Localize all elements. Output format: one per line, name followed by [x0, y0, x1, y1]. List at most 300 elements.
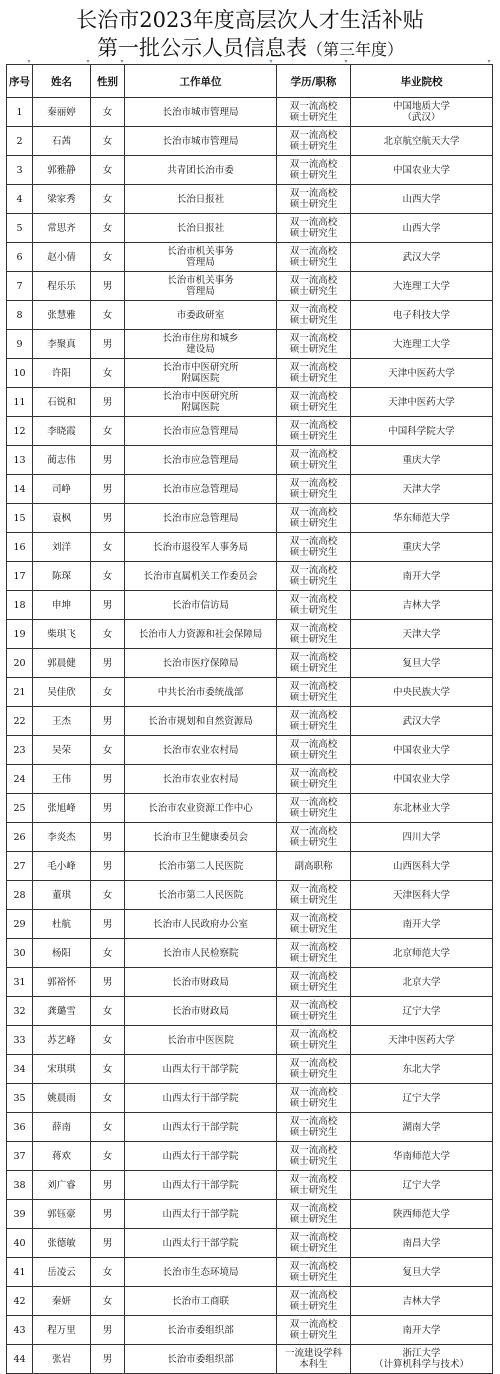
cell-unit[interactable]: [125, 475, 277, 504]
table-row: [7, 417, 493, 446]
cell-no[interactable]: 42: [7, 1287, 33, 1316]
cell-unit[interactable]: [125, 127, 277, 156]
cell-sex[interactable]: 女: [91, 736, 125, 765]
cell-unit[interactable]: [125, 649, 277, 678]
cell-school[interactable]: [351, 533, 493, 562]
cell-sex[interactable]: 女: [91, 1055, 125, 1084]
cell-school[interactable]: [351, 881, 493, 910]
cell-no[interactable]: 43: [7, 1316, 33, 1345]
cell-name[interactable]: 程乐乐: [33, 272, 91, 301]
cell-sex[interactable]: 男: [91, 1171, 125, 1200]
cell-no[interactable]: 41: [7, 1258, 33, 1287]
cell-school[interactable]: [351, 330, 493, 359]
table-row: [7, 1258, 493, 1287]
cell-name[interactable]: 袁枫: [33, 504, 91, 533]
cell-unit[interactable]: [125, 98, 277, 127]
cell-school[interactable]: [351, 649, 493, 678]
filter-dropdown-5[interactable]: ▾: [487, 58, 491, 65]
cell-education[interactable]: [277, 736, 351, 765]
cell-school[interactable]: [351, 1258, 493, 1287]
cell-school[interactable]: [351, 591, 493, 620]
cell-sex[interactable]: 男: [91, 504, 125, 533]
cell-sex[interactable]: 女: [91, 98, 125, 127]
cell-education[interactable]: [277, 968, 351, 997]
cell-education[interactable]: [277, 939, 351, 968]
cell-sex[interactable]: 男: [91, 823, 125, 852]
cell-education[interactable]: [277, 591, 351, 620]
cell-education[interactable]: [277, 388, 351, 417]
cell-education[interactable]: [277, 359, 351, 388]
cell-name[interactable]: 赵小倩: [33, 243, 91, 272]
cell-education-line: 硕士研究生: [289, 692, 338, 703]
cell-no[interactable]: 35: [7, 1084, 33, 1113]
cell-unit-line: 长治市应急管理局: [162, 425, 239, 437]
cell-school[interactable]: [351, 707, 493, 736]
cell-education[interactable]: [277, 1055, 351, 1084]
cell-unit[interactable]: [125, 678, 277, 707]
cell-name[interactable]: 王伟: [33, 765, 91, 794]
cell-education[interactable]: [277, 1229, 351, 1258]
cell-education[interactable]: [277, 562, 351, 591]
cell-education-line: 硕士研究生: [289, 808, 338, 819]
cell-school[interactable]: [351, 736, 493, 765]
cell-unit[interactable]: [125, 446, 277, 475]
cell-sex[interactable]: 男: [91, 794, 125, 823]
cell-name[interactable]: 常思齐: [33, 214, 91, 243]
cell-unit[interactable]: [125, 939, 277, 968]
cell-no[interactable]: 17: [7, 562, 33, 591]
table-row: [7, 1316, 493, 1345]
cell-sex[interactable]: 男: [91, 591, 125, 620]
cell-school-line: 湖南大学: [402, 1121, 441, 1133]
cell-school[interactable]: [351, 156, 493, 185]
cell-no[interactable]: 28: [7, 881, 33, 910]
cell-unit[interactable]: [125, 272, 277, 301]
cell-name[interactable]: 柴琪飞: [33, 620, 91, 649]
cell-unit[interactable]: [125, 1171, 277, 1200]
cell-unit[interactable]: [125, 562, 277, 591]
cell-sex[interactable]: 女: [91, 620, 125, 649]
cell-education[interactable]: [277, 98, 351, 127]
cell-education[interactable]: [277, 446, 351, 475]
cell-education[interactable]: [277, 997, 351, 1026]
cell-school[interactable]: [351, 939, 493, 968]
cell-sex[interactable]: 女: [91, 156, 125, 185]
cell-no[interactable]: 26: [7, 823, 33, 852]
cell-name[interactable]: 郭裕怀: [33, 968, 91, 997]
cell-no[interactable]: 32: [7, 997, 33, 1026]
cell-school[interactable]: [351, 1316, 493, 1345]
cell-school-line: 天津中医药大学: [388, 396, 455, 408]
cell-no[interactable]: 14: [7, 475, 33, 504]
cell-sex[interactable]: 女: [91, 243, 125, 272]
cell-sex[interactable]: 女: [91, 1142, 125, 1171]
cell-school-line: 山西医科大学: [392, 860, 450, 872]
cell-unit[interactable]: [125, 1142, 277, 1171]
cell-school[interactable]: [351, 968, 493, 997]
cell-no[interactable]: 9: [7, 330, 33, 359]
cell-name[interactable]: 龚璐雪: [33, 997, 91, 1026]
cell-school-line: 大连理工大学: [392, 338, 450, 350]
cell-no[interactable]: 20: [7, 649, 33, 678]
cell-no[interactable]: 2: [7, 127, 33, 156]
cell-unit[interactable]: [125, 968, 277, 997]
cell-education[interactable]: [277, 301, 351, 330]
filter-dropdown-0[interactable]: ▾: [27, 58, 31, 65]
cell-unit[interactable]: [125, 620, 277, 649]
cell-name[interactable]: 薛南: [33, 1113, 91, 1142]
cell-sex[interactable]: 女: [91, 214, 125, 243]
cell-sex[interactable]: 男: [91, 475, 125, 504]
cell-unit[interactable]: [125, 533, 277, 562]
cell-unit[interactable]: [125, 388, 277, 417]
cell-name[interactable]: 司峥: [33, 475, 91, 504]
cell-school[interactable]: [351, 388, 493, 417]
cell-name[interactable]: 姚晨雨: [33, 1084, 91, 1113]
cell-unit[interactable]: [125, 852, 277, 881]
cell-sex[interactable]: 男: [91, 649, 125, 678]
cell-unit[interactable]: [125, 910, 277, 939]
cell-school[interactable]: [351, 1055, 493, 1084]
cell-sex[interactable]: 男: [91, 1345, 125, 1374]
cell-name[interactable]: 郭钰豪: [33, 1200, 91, 1229]
cell-school[interactable]: [351, 1171, 493, 1200]
cell-no[interactable]: 19: [7, 620, 33, 649]
cell-school[interactable]: [351, 794, 493, 823]
cell-unit[interactable]: [125, 823, 277, 852]
cell-no[interactable]: 27: [7, 852, 33, 881]
cell-education[interactable]: [277, 272, 351, 301]
cell-sex[interactable]: 男: [91, 446, 125, 475]
cell-sex[interactable]: 男: [91, 968, 125, 997]
cell-education[interactable]: [277, 707, 351, 736]
cell-no[interactable]: 6: [7, 243, 33, 272]
cell-school[interactable]: [351, 1113, 493, 1142]
table-body: [7, 98, 493, 1374]
cell-education[interactable]: [277, 533, 351, 562]
cell-no[interactable]: 40: [7, 1229, 33, 1258]
header-cell-school[interactable]: 毕业院校: [351, 65, 493, 98]
cell-school[interactable]: [351, 562, 493, 591]
cell-no[interactable]: 24: [7, 765, 33, 794]
cell-education[interactable]: [277, 475, 351, 504]
cell-name[interactable]: 张慧雅: [33, 301, 91, 330]
cell-school[interactable]: [351, 127, 493, 156]
cell-school[interactable]: [351, 417, 493, 446]
cell-name[interactable]: 吴佳欣: [33, 678, 91, 707]
cell-unit[interactable]: [125, 736, 277, 765]
cell-sex[interactable]: 女: [91, 562, 125, 591]
cell-unit[interactable]: [125, 243, 277, 272]
cell-sex[interactable]: 男: [91, 852, 125, 881]
header-cell-sex[interactable]: 性别: [91, 65, 125, 98]
cell-no[interactable]: 39: [7, 1200, 33, 1229]
cell-name[interactable]: 程万里: [33, 1316, 91, 1345]
cell-name[interactable]: 王杰: [33, 707, 91, 736]
cell-school[interactable]: [351, 1026, 493, 1055]
cell-education[interactable]: [277, 765, 351, 794]
cell-no[interactable]: 33: [7, 1026, 33, 1055]
cell-unit[interactable]: [125, 1084, 277, 1113]
cell-name[interactable]: 石锐和: [33, 388, 91, 417]
cell-no[interactable]: 13: [7, 446, 33, 475]
cell-no[interactable]: 7: [7, 272, 33, 301]
cell-unit-line: 长治市城市管理局: [162, 135, 239, 147]
cell-name[interactable]: 宋琪琪: [33, 1055, 91, 1084]
cell-school[interactable]: [351, 678, 493, 707]
cell-unit-line: 长治市财政局: [171, 1005, 229, 1017]
cell-education[interactable]: [277, 1026, 351, 1055]
cell-name[interactable]: 苏艺峰: [33, 1026, 91, 1055]
cell-education[interactable]: [277, 127, 351, 156]
cell-no[interactable]: 18: [7, 591, 33, 620]
cell-no[interactable]: 34: [7, 1055, 33, 1084]
cell-unit[interactable]: [125, 1229, 277, 1258]
cell-education[interactable]: [277, 1084, 351, 1113]
cell-sex[interactable]: 女: [91, 939, 125, 968]
cell-unit[interactable]: [125, 214, 277, 243]
cell-sex[interactable]: 男: [91, 765, 125, 794]
cell-sex[interactable]: 女: [91, 359, 125, 388]
cell-sex[interactable]: 女: [91, 533, 125, 562]
cell-education[interactable]: [277, 214, 351, 243]
cell-unit-line: 长治市医疗保障局: [162, 657, 239, 669]
cell-no[interactable]: 3: [7, 156, 33, 185]
cell-education[interactable]: [277, 243, 351, 272]
cell-sex[interactable]: 女: [91, 678, 125, 707]
cell-unit[interactable]: [125, 1055, 277, 1084]
table-row: [7, 1113, 493, 1142]
cell-unit[interactable]: [125, 765, 277, 794]
cell-name[interactable]: 秦丽婷: [33, 98, 91, 127]
cell-education[interactable]: [277, 1113, 351, 1142]
cell-unit[interactable]: [125, 504, 277, 533]
cell-name[interactable]: 石茜: [33, 127, 91, 156]
cell-name[interactable]: 郭雅静: [33, 156, 91, 185]
cell-sex[interactable]: 男: [91, 330, 125, 359]
cell-education[interactable]: [277, 417, 351, 446]
cell-no[interactable]: 12: [7, 417, 33, 446]
cell-no[interactable]: 23: [7, 736, 33, 765]
cell-no[interactable]: 29: [7, 910, 33, 939]
cell-school[interactable]: [351, 98, 493, 127]
cell-education[interactable]: [277, 1200, 351, 1229]
cell-unit[interactable]: [125, 417, 277, 446]
cell-name[interactable]: 张德敏: [33, 1229, 91, 1258]
cell-name[interactable]: 李炎杰: [33, 823, 91, 852]
cell-name[interactable]: 李聚真: [33, 330, 91, 359]
cell-name[interactable]: 陈琛: [33, 562, 91, 591]
cell-education-line: 双一流高校: [289, 1203, 338, 1214]
cell-name[interactable]: 杨阳: [33, 939, 91, 968]
cell-education[interactable]: [277, 1171, 351, 1200]
cell-sex[interactable]: 女: [91, 1084, 125, 1113]
cell-no[interactable]: 16: [7, 533, 33, 562]
cell-unit[interactable]: [125, 330, 277, 359]
cell-no[interactable]: 38: [7, 1171, 33, 1200]
cell-school[interactable]: [351, 1084, 493, 1113]
cell-no[interactable]: 15: [7, 504, 33, 533]
cell-school[interactable]: [351, 620, 493, 649]
cell-education[interactable]: [277, 852, 351, 881]
filter-dropdown-1[interactable]: ▾: [86, 58, 90, 65]
cell-unit-line: 长治市规划和自然资源局: [148, 715, 253, 727]
cell-school[interactable]: [351, 185, 493, 214]
cell-unit[interactable]: [125, 1258, 277, 1287]
cell-education-line: 副高职称: [294, 860, 333, 872]
cell-unit[interactable]: [125, 359, 277, 388]
cell-sex[interactable]: 男: [91, 707, 125, 736]
cell-name[interactable]: 申坤: [33, 591, 91, 620]
cell-education[interactable]: [277, 1142, 351, 1171]
cell-no[interactable]: 1: [7, 98, 33, 127]
cell-name[interactable]: 张旭峰: [33, 794, 91, 823]
cell-no[interactable]: 25: [7, 794, 33, 823]
cell-name[interactable]: 蒋欢: [33, 1142, 91, 1171]
cell-school[interactable]: [351, 1229, 493, 1258]
filter-dropdown-4[interactable]: ▾: [344, 58, 348, 65]
cell-education[interactable]: [277, 649, 351, 678]
cell-name[interactable]: 张岩: [33, 1345, 91, 1374]
cell-unit-line: 长治市委组织部: [167, 1324, 234, 1336]
cell-no[interactable]: 5: [7, 214, 33, 243]
cell-unit-line: 长治市人民政府办公室: [152, 918, 248, 930]
cell-school[interactable]: [351, 475, 493, 504]
cell-no[interactable]: 8: [7, 301, 33, 330]
table-row: [7, 98, 493, 127]
cell-sex[interactable]: 女: [91, 1026, 125, 1055]
cell-sex[interactable]: 女: [91, 1287, 125, 1316]
cell-no[interactable]: 31: [7, 968, 33, 997]
cell-education[interactable]: [277, 156, 351, 185]
cell-education[interactable]: [277, 794, 351, 823]
cell-school[interactable]: [351, 446, 493, 475]
cell-no[interactable]: 10: [7, 359, 33, 388]
cell-unit[interactable]: [125, 881, 277, 910]
cell-school[interactable]: [351, 243, 493, 272]
cell-sex[interactable]: 女: [91, 301, 125, 330]
cell-name[interactable]: 吴荣: [33, 736, 91, 765]
cell-name[interactable]: 杜航: [33, 910, 91, 939]
cell-education[interactable]: [277, 823, 351, 852]
cell-sex[interactable]: 女: [91, 1258, 125, 1287]
cell-school[interactable]: [351, 301, 493, 330]
cell-sex[interactable]: 男: [91, 1229, 125, 1258]
cell-education[interactable]: [277, 678, 351, 707]
cell-unit[interactable]: [125, 1200, 277, 1229]
cell-name[interactable]: 郭晨健: [33, 649, 91, 678]
header-cell-education[interactable]: 学历/职称: [277, 65, 351, 98]
cell-unit[interactable]: [125, 156, 277, 185]
cell-unit[interactable]: [125, 997, 277, 1026]
cell-education[interactable]: [277, 881, 351, 910]
cell-school[interactable]: [351, 1142, 493, 1171]
cell-school[interactable]: [351, 852, 493, 881]
cell-school[interactable]: [351, 997, 493, 1026]
cell-unit-line: 市委政研室: [176, 309, 225, 321]
cell-education[interactable]: [277, 910, 351, 939]
filter-dropdown-3[interactable]: ▾: [269, 58, 273, 65]
cell-name[interactable]: 岳凌云: [33, 1258, 91, 1287]
cell-school[interactable]: [351, 1200, 493, 1229]
cell-name[interactable]: 毛小峰: [33, 852, 91, 881]
cell-sex[interactable]: 女: [91, 185, 125, 214]
cell-no[interactable]: 36: [7, 1113, 33, 1142]
cell-unit[interactable]: [125, 794, 277, 823]
cell-education[interactable]: [277, 185, 351, 214]
cell-education[interactable]: [277, 620, 351, 649]
cell-school[interactable]: [351, 214, 493, 243]
cell-education[interactable]: [277, 504, 351, 533]
cell-name[interactable]: 李晓霞: [33, 417, 91, 446]
cell-sex[interactable]: 女: [91, 1113, 125, 1142]
cell-school[interactable]: [351, 504, 493, 533]
cell-no[interactable]: 30: [7, 939, 33, 968]
cell-no[interactable]: 11: [7, 388, 33, 417]
cell-sex[interactable]: 男: [91, 1200, 125, 1229]
cell-education[interactable]: [277, 1258, 351, 1287]
cell-no[interactable]: 22: [7, 707, 33, 736]
cell-education-line: 双一流高校: [289, 1261, 338, 1272]
cell-education[interactable]: [277, 1287, 351, 1316]
cell-name[interactable]: 梁家秀: [33, 185, 91, 214]
header-cell-unit[interactable]: 工作单位: [125, 65, 277, 98]
cell-name[interactable]: 董琪: [33, 881, 91, 910]
cell-school[interactable]: [351, 359, 493, 388]
header-cell-name[interactable]: 姓名: [33, 65, 91, 98]
cell-unit[interactable]: [125, 591, 277, 620]
cell-sex[interactable]: 男: [91, 1316, 125, 1345]
cell-no[interactable]: 44: [7, 1345, 33, 1374]
cell-unit[interactable]: [125, 1316, 277, 1345]
cell-sex[interactable]: 男: [91, 388, 125, 417]
cell-name[interactable]: 刘广睿: [33, 1171, 91, 1200]
cell-sex[interactable]: 男: [91, 272, 125, 301]
cell-school[interactable]: [351, 910, 493, 939]
cell-sex[interactable]: 女: [91, 127, 125, 156]
cell-unit[interactable]: [125, 1026, 277, 1055]
cell-sex[interactable]: 女: [91, 997, 125, 1026]
cell-education-line: 硕士研究生: [289, 257, 338, 268]
cell-school-line: 复旦大学: [402, 657, 441, 669]
cell-sex[interactable]: 男: [91, 910, 125, 939]
cell-no[interactable]: 21: [7, 678, 33, 707]
cell-school[interactable]: [351, 823, 493, 852]
filter-dropdown-2[interactable]: ▾: [120, 58, 124, 65]
cell-education[interactable]: [277, 330, 351, 359]
cell-education[interactable]: [277, 1316, 351, 1345]
cell-unit[interactable]: [125, 185, 277, 214]
cell-education-line: 双一流高校: [289, 594, 338, 605]
cell-unit[interactable]: [125, 707, 277, 736]
cell-unit[interactable]: [125, 301, 277, 330]
cell-sex[interactable]: 女: [91, 881, 125, 910]
cell-school[interactable]: [351, 272, 493, 301]
cell-sex[interactable]: 女: [91, 417, 125, 446]
cell-school[interactable]: [351, 1287, 493, 1316]
cell-name[interactable]: 刘洋: [33, 533, 91, 562]
cell-school[interactable]: [351, 765, 493, 794]
cell-name[interactable]: 许阳: [33, 359, 91, 388]
header-cell-no[interactable]: 序号: [7, 65, 33, 98]
cell-name[interactable]: 秦妍: [33, 1287, 91, 1316]
cell-no[interactable]: 4: [7, 185, 33, 214]
cell-no[interactable]: 37: [7, 1142, 33, 1171]
cell-name[interactable]: 蔺志伟: [33, 446, 91, 475]
cell-unit[interactable]: [125, 1287, 277, 1316]
cell-unit-line: 建设局: [186, 344, 215, 355]
cell-unit[interactable]: [125, 1113, 277, 1142]
